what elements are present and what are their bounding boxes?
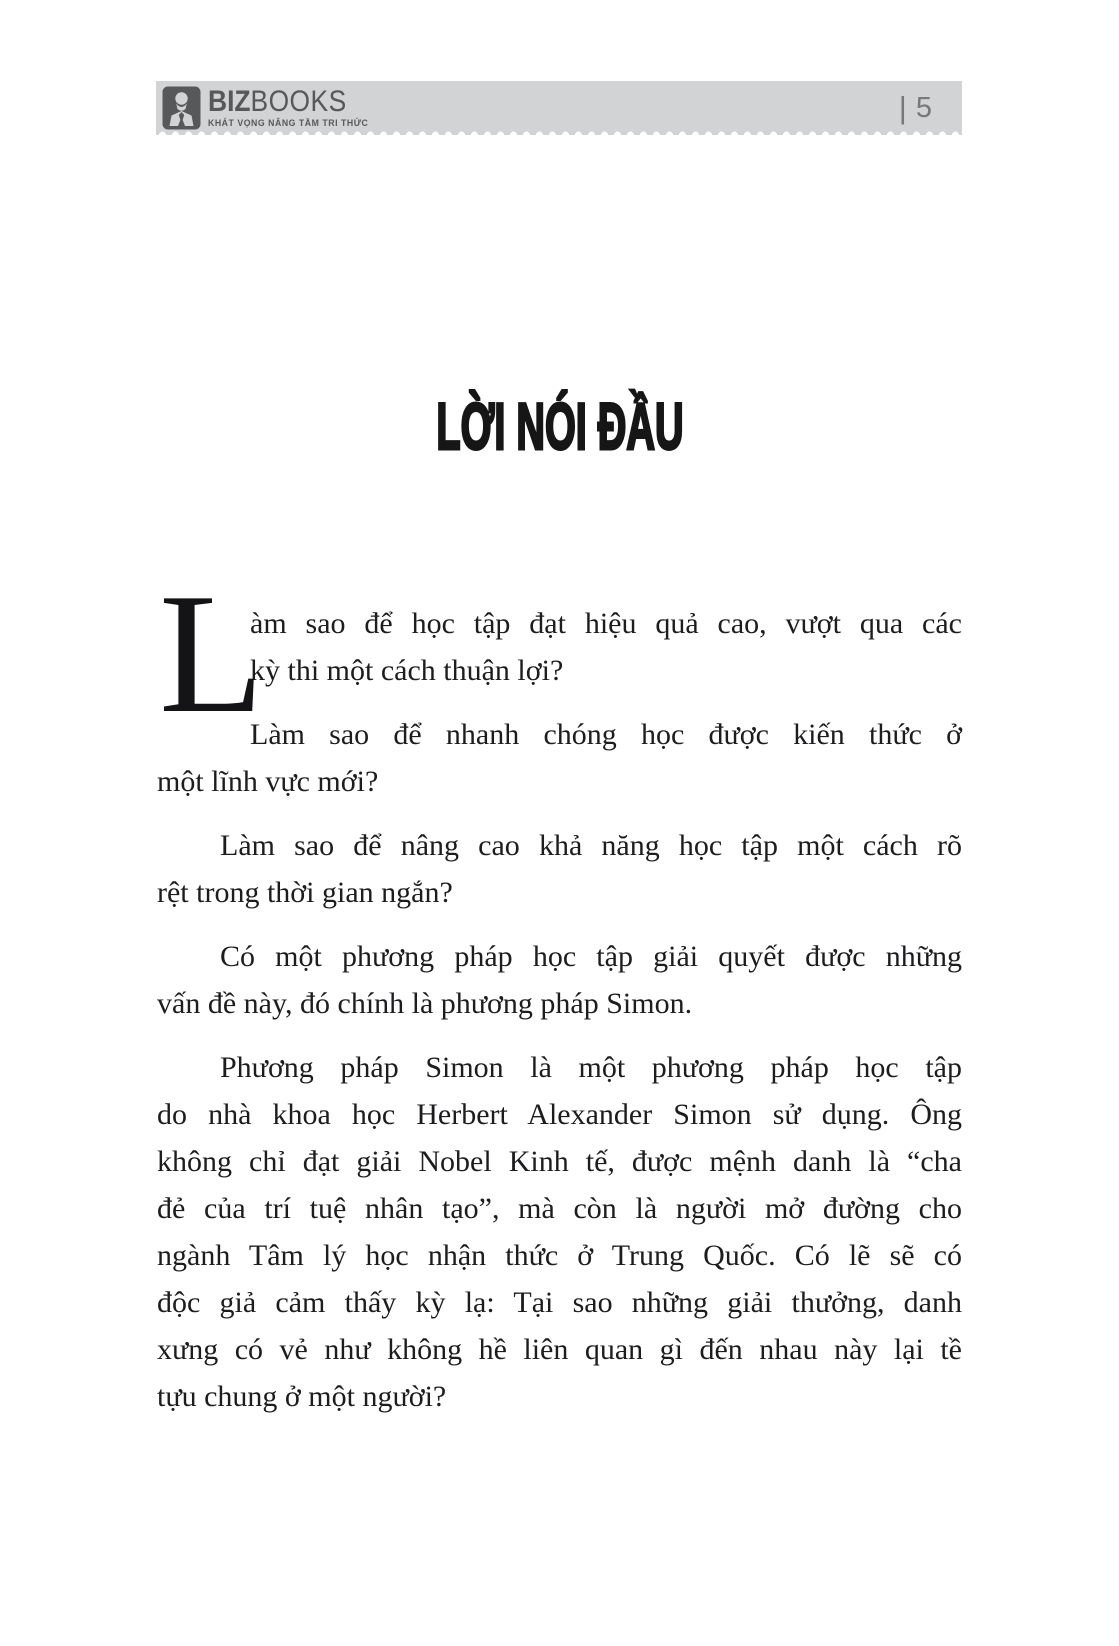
body-line: không chỉ đạt giải Nobel Kinh tế, được mệnh danh là “cha (157, 1145, 962, 1178)
body-text (157, 559, 962, 1437)
body-line: Có một phương pháp học tập giải quyết được những (220, 940, 962, 973)
body-line: độc giả cảm thấy kỳ lạ: Tại sao những giải thưởng, danh (157, 1286, 962, 1319)
paragraph (157, 933, 962, 1027)
brand-name-biz: BIZ (208, 85, 251, 118)
body-line: Phương pháp Simon là một phương pháp học tập (220, 1051, 962, 1084)
body-line: do nhà khoa học Herbert Alexander Simon sử dụng. Ông (157, 1098, 962, 1131)
body-line: tựu chung ở một người? (157, 1380, 447, 1413)
publisher-logo (162, 86, 373, 130)
body-line: kỳ thi một cách thuận lợi? (250, 654, 564, 687)
paragraph (157, 822, 962, 916)
paragraph (157, 1044, 962, 1420)
body-line: Làm sao để nâng cao khả năng học tập một cách rõ (220, 829, 962, 862)
brand-name (208, 85, 353, 118)
page-number-value: 5 (915, 91, 932, 124)
body-line: àm sao để học tập đạt hiệu quả cao, vượt qua các (250, 607, 962, 640)
paragraph (157, 711, 962, 805)
body-line: Làm sao để nhanh chóng học được kiến thức ở (250, 718, 962, 751)
body-line: ngành Tâm lý học nhận thức ở Trung Quốc. Có lẽ sẽ có (157, 1239, 962, 1272)
page-number (898, 89, 932, 125)
body-line: một lĩnh vực mới? (157, 765, 379, 798)
chapter-title-text: LỜI NÓI ĐẦU (435, 389, 684, 463)
page-number-separator: | (898, 89, 907, 125)
chapter-title (157, 386, 962, 466)
body-line: đẻ của trí tuệ nhân tạo”, mà còn là người mở đường cho (157, 1192, 962, 1225)
page-header (156, 81, 962, 135)
brand-name-books: BOOKS (250, 85, 347, 118)
brand-tagline: KHÁT VỌNG NÂNG TẦM TRI THỨC (208, 118, 369, 128)
body-line: vấn đề này, đó chính là phương pháp Simon. (157, 987, 693, 1020)
bizbooks-man-icon (162, 86, 201, 130)
body-line: xưng có vẻ như không hề liên quan gì đến nhau này lại tề (157, 1333, 962, 1366)
body-line: rệt trong thời gian ngắn? (157, 876, 453, 909)
drop-cap: L (159, 559, 265, 749)
brand-text (208, 85, 373, 128)
